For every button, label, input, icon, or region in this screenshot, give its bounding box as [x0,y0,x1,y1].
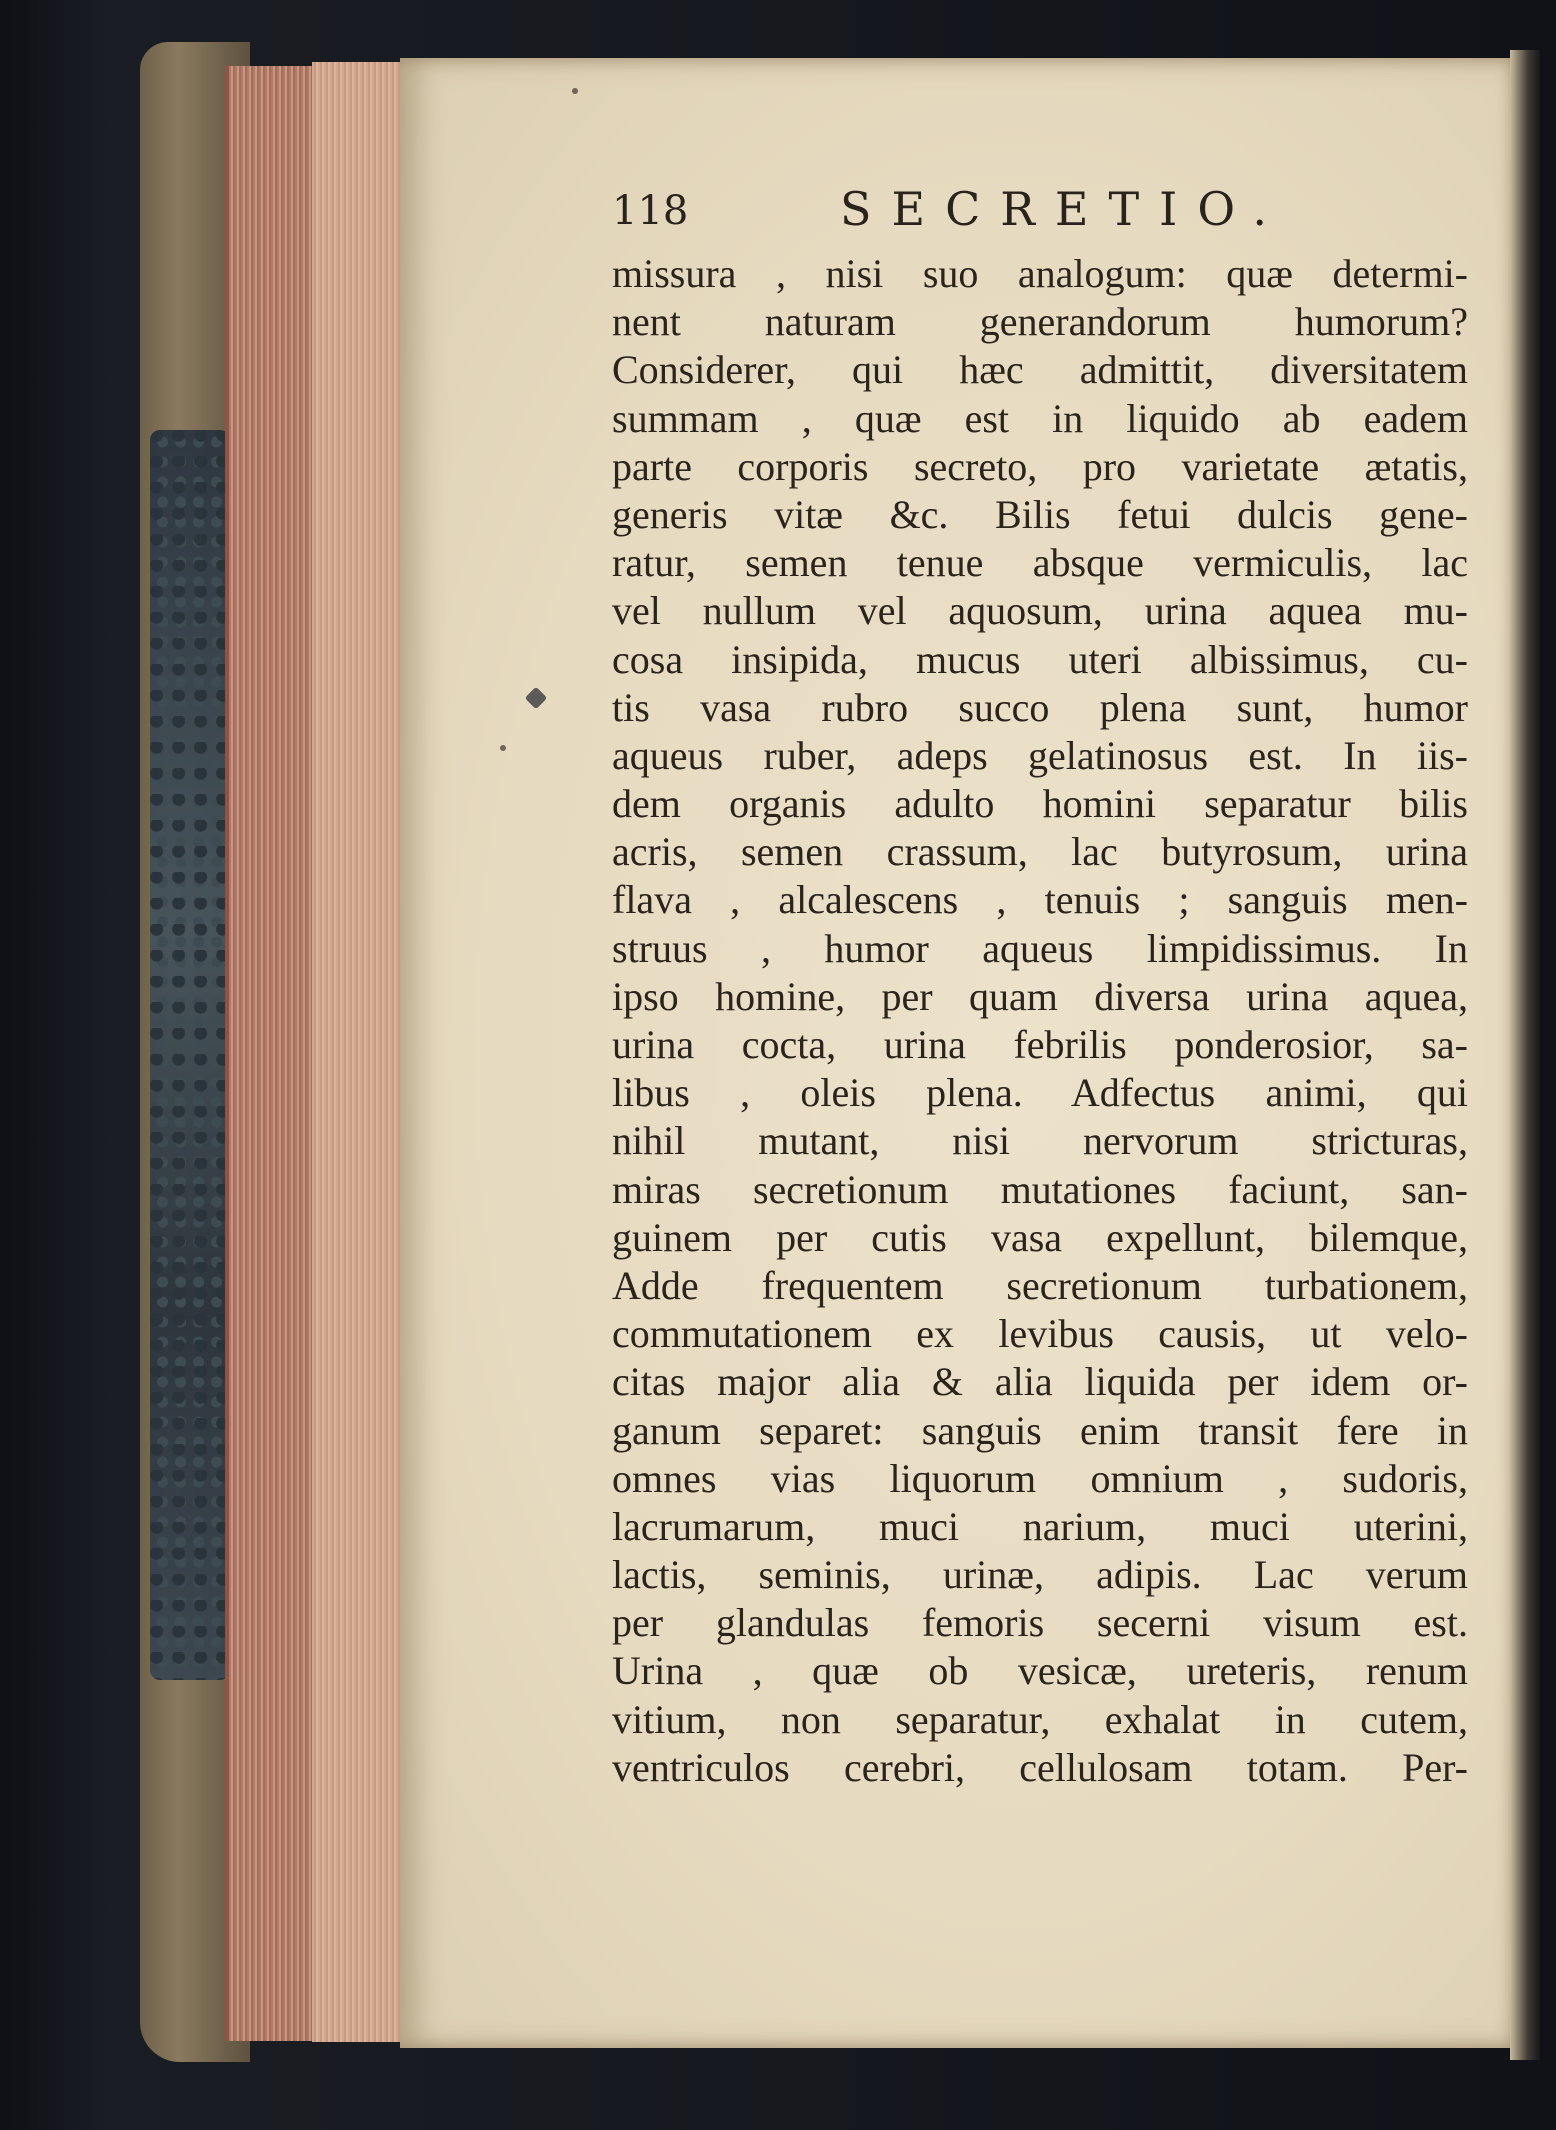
text-line: lacrumarum, muci narium, muci uterini, [612,1503,1468,1549]
text-line: flava , alcalescens , tenuis ; sanguis men- [612,877,1468,923]
text-line: ratur, semen tenue absque vermiculis, lac [612,540,1468,586]
text-line: commutationem ex levibus causis, ut velo- [612,1311,1468,1357]
text-line: struus , humor aqueus limpidissimus. In [612,925,1468,971]
text-line: vitium, non separatur, exhalat in cutem, [612,1696,1468,1742]
text-line: parte corporis secreto, pro varietate ætatis, [612,443,1468,489]
text-line: Adde frequentem secretionum turbationem, [612,1262,1468,1308]
text-line: nent naturam generandorum humorum? [612,299,1468,345]
text-line: missura , nisi suo analogum: quæ determi- [612,251,1468,296]
text-line: summam , quæ est in liquido ab eadem [612,395,1468,441]
page-stack [312,62,402,2042]
text-line: vel nullum vel aquosum, urina aquea mu- [612,588,1468,634]
text-line: citas major alia & alia liquida per idem or- [612,1359,1468,1405]
text-line: nihil mutant, nisi nervorum stricturas, [612,1118,1468,1164]
margin-dot-icon [500,745,506,751]
text-line: guinem per cutis vasa expellunt, bilemque, [612,1214,1468,1260]
running-head: SECRETIO. [840,182,1287,236]
text-line: cosa insipida, mucus uteri albissimus, cu- [612,636,1468,682]
marbled-cover-board [150,430,230,1680]
text-line: Considerer, qui hæc admittit, diversitatem [612,347,1468,393]
text-line: urina cocta, urina febrilis ponderosior, sa- [612,1022,1468,1067]
page-gutter-shadow [1510,50,1540,2060]
text-line: ventriculos cerebri, cellulosam totam. Per- [612,1744,1468,1790]
text-line: miras secretionum mutationes faciunt, san- [612,1166,1468,1212]
text-line: acris, semen crassum, lac butyrosum, urina [612,829,1468,875]
page-number: 118 [612,188,689,234]
text-line: lactis, seminis, urinæ, adipis. Lac verum [612,1552,1468,1598]
body-text [612,250,1468,1792]
margin-dot-icon [572,88,578,94]
text-line: dem organis adulto homini separatur bilis [612,781,1468,827]
text-line: libus , oleis plena. Adfectus animi, qui [612,1070,1468,1116]
text-line: ipso homine, per quam diversa urina aquea, [612,973,1468,1019]
text-line: per glandulas femoris secerni visum est. [612,1600,1468,1646]
text-line: aqueus ruber, adeps gelatinosus est. In iis- [612,732,1468,778]
text-line: tis vasa rubro succo plena sunt, humor [612,684,1468,730]
text-line: generis vitæ &c. Bilis fetui dulcis gene- [612,491,1468,537]
text-line: Urina , quæ ob vesicæ, ureteris, renum [612,1648,1468,1694]
text-line: ganum separet: sanguis enim transit fere in [612,1407,1468,1453]
text-line: omnes vias liquorum omnium , sudoris, [612,1455,1468,1501]
